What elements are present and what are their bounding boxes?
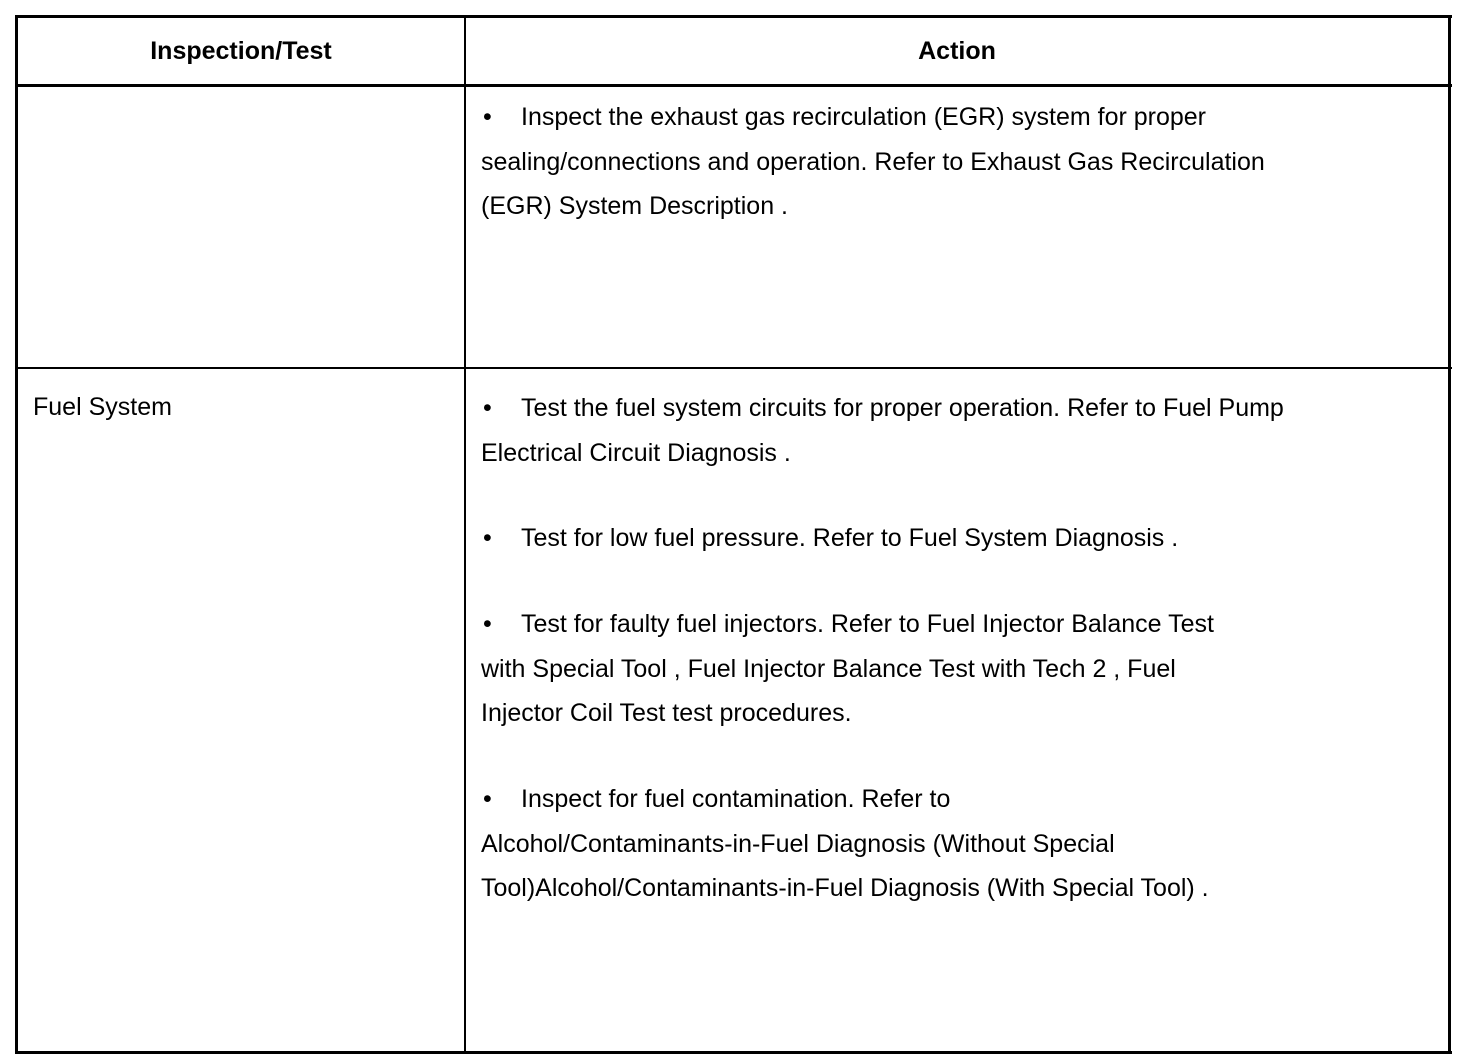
header-inspection-test — [18, 15, 464, 87]
action-text: Test for low fuel pressure. Refer to Fuel System Diagnosis . — [521, 524, 1179, 552]
action-line: Electrical Circuit Diagnosis . — [481, 438, 791, 467]
column-divider — [464, 15, 466, 1054]
action-line — [481, 95, 1421, 140]
bullet-icon: • — [483, 524, 492, 552]
action-text: Inspect for fuel contamination. Refer to — [521, 785, 951, 813]
inspection-table — [15, 15, 1452, 1055]
table-right-border — [1448, 15, 1451, 1054]
bullet-icon: • — [483, 103, 492, 131]
action-line: sealing/connections and operation. Refer to Exhaust Gas Recirculation — [481, 147, 1265, 176]
bullet-icon: • — [483, 394, 492, 422]
action-line: Tool)Alcohol/Contaminants-in-Fuel Diagnosis (With Special Tool) . — [481, 874, 1209, 902]
action-text: Test for faulty fuel injectors. Refer to Fuel Injector Balance Test — [521, 610, 1214, 638]
row2-action-item-3 — [481, 602, 1421, 736]
row2-action-item-2 — [481, 516, 1421, 561]
action-text: Test the fuel system circuits for proper operation. Refer to Fuel Pump — [521, 394, 1284, 422]
table-left-border — [15, 15, 18, 1054]
row-divider — [15, 367, 1452, 369]
row1-action-item-1 — [481, 95, 1421, 229]
action-line: Injector Coil Test test procedures. — [481, 699, 852, 727]
row2-inspection-cell: Fuel System — [33, 393, 172, 421]
action-line — [481, 386, 1421, 431]
action-line — [481, 602, 1421, 647]
action-text: Inspect the exhaust gas recirculation (EGR) system for proper — [521, 103, 1207, 131]
row2-action-item-1 — [481, 386, 1421, 475]
header-inspection-test-label: Inspection/Test — [150, 36, 332, 65]
action-line: with Special Tool , Fuel Injector Balance Test with Tech 2 , Fuel — [481, 654, 1176, 683]
header-action-label: Action — [918, 36, 996, 65]
header-action — [466, 15, 1448, 87]
action-line — [481, 516, 1421, 561]
action-line: Alcohol/Contaminants-in-Fuel Diagnosis (Without Special — [481, 829, 1115, 858]
action-line — [481, 777, 1421, 822]
action-line: (EGR) System Description . — [481, 192, 789, 220]
row2-action-item-4 — [481, 777, 1421, 911]
bullet-icon: • — [483, 610, 492, 638]
table-bottom-border — [15, 1051, 1452, 1054]
bullet-icon: • — [483, 785, 492, 813]
